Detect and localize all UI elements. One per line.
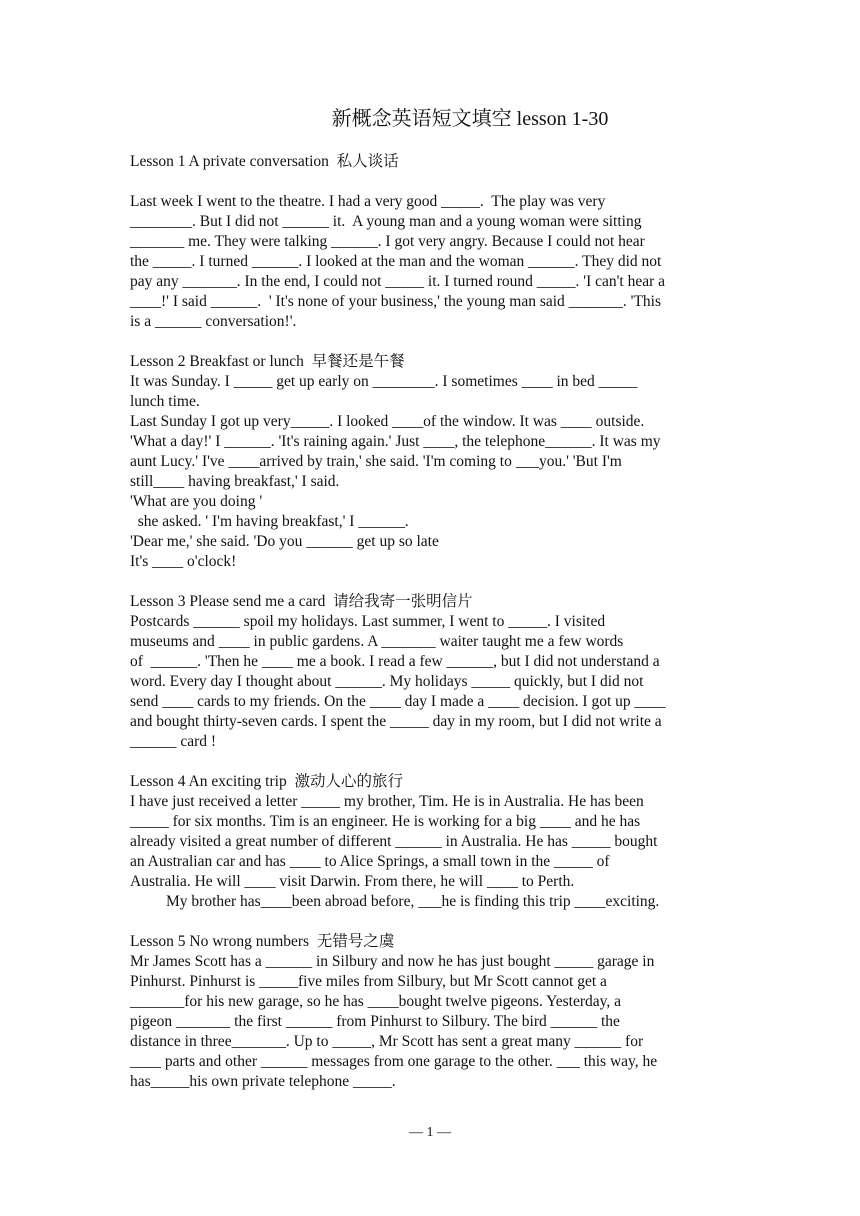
text-line: send ____ cards to my friends. On the ____ day I made a ____ decision. I got up ____ [130, 693, 666, 710]
text-line: 'What a day!' I ______. 'It's raining again.' Just ____, the telephone______. It was my [130, 433, 661, 450]
text-line: It's ____ o'clock! [130, 553, 237, 570]
text-line: ____!' I said ______. ' It's none of your business,' the young man said _______. 'This [130, 293, 662, 310]
text-line: the _____. I turned ______. I looked at the man and the woman ______. They did not [130, 253, 662, 270]
text-line: an Australian car and has ____ to Alice Springs, a small town in the _____ of [130, 853, 610, 870]
text-line: word. Every day I thought about ______. My holidays _____ quickly, but I did not [130, 673, 644, 690]
text-line: museums and ____ in public gardens. A _______ waiter taught me a few words [130, 633, 624, 650]
lesson-2 [130, 352, 730, 572]
text-line: I have just received a letter _____ my brother, Tim. He is in Australia. He has been [130, 793, 644, 810]
text-line: lunch time. [130, 393, 200, 410]
text-line: _____ for six months. Tim is an engineer. He is working for a big ____ and he has [130, 813, 641, 830]
text-line: still____ having breakfast,' I said. [130, 473, 340, 490]
text-line: Pinhurst. Pinhurst is _____five miles from Silbury, but Mr Scott cannot get a [130, 973, 607, 990]
text-line: she asked. ' I'm having breakfast,' I ______. [130, 513, 409, 530]
text-line: My brother has____been abroad before, ___he is finding this trip ____exciting. [166, 893, 660, 910]
lesson-title: Lesson 2 Breakfast or lunch 早餐还是午餐 [130, 353, 405, 370]
text-line: already visited a great number of different ______ in Australia. He has _____ bought [130, 833, 658, 850]
text-line: is a ______ conversation!'. [130, 313, 297, 330]
text-line: aunt Lucy.' I've ____arrived by train,' she said. 'I'm coming to ___you.' 'But I'm [130, 453, 622, 470]
lesson-3 [130, 592, 730, 752]
text-line: pay any _______. In the end, I could not _____ it. I turned round _____. 'I can't hear a [130, 273, 666, 290]
text-line: has_____his own private telephone _____. [130, 1073, 396, 1090]
text-line: and bought thirty-seven cards. I spent the _____ day in my room, but I did not write a [130, 713, 662, 730]
text-line: _______for his new garage, so he has ____bought twelve pigeons. Yesterday, a [130, 993, 622, 1010]
text-line: 'What are you doing ' [130, 493, 263, 510]
lesson-title: Lesson 5 No wrong numbers 无错号之虞 [130, 933, 395, 950]
text-line: It was Sunday. I _____ get up early on ________. I sometimes ____ in bed _____ [130, 373, 638, 390]
text-line: distance in three_______. Up to _____, Mr Scott has sent a great many ______ for [130, 1033, 644, 1050]
text-line: ______ card ! [130, 733, 217, 750]
lesson-1 [130, 152, 730, 332]
text-line: Australia. He will ____ visit Darwin. From there, he will ____ to Perth. [130, 873, 575, 890]
lesson-title: Lesson 1 A private conversation 私人谈话 [130, 153, 399, 170]
text-line: ________. But I did not ______ it. A young man and a young woman were sitting [130, 213, 642, 230]
text-line: ____ parts and other ______ messages from one garage to the other. ___ this way, he [130, 1053, 658, 1070]
text-line: Postcards ______ spoil my holidays. Last summer, I went to _____. I visited [130, 613, 606, 630]
text-line: _______ me. They were talking ______. I got very angry. Because I could not hear [130, 233, 645, 250]
lesson-title: Lesson 4 An exciting trip 激动人心的旅行 [130, 773, 403, 790]
document-body [130, 152, 730, 1112]
page-title: 新概念英语短文填空 lesson 1-30 [331, 108, 609, 130]
lesson-5 [130, 932, 730, 1092]
lesson-title: Lesson 3 Please send me a card 请给我寄一张明信片 [130, 593, 473, 610]
text-line: Last Sunday I got up very_____. I looked ____of the window. It was ____ outside. [130, 413, 645, 430]
text-line: 'Dear me,' she said. 'Do you ______ get up so late [130, 533, 439, 550]
page-number: — 1 — [409, 1125, 451, 1140]
text-line: Mr James Scott has a ______ in Silbury and now he has just bought _____ garage in [130, 953, 655, 970]
text-line: pigeon _______ the first ______ from Pinhurst to Silbury. The bird ______ the [130, 1013, 620, 1030]
text-line: Last week I went to the theatre. I had a very good _____. The play was very [130, 193, 606, 210]
text-line: of ______. 'Then he ____ me a book. I read a few ______, but I did not understand a [130, 653, 660, 670]
lesson-4 [130, 772, 730, 912]
